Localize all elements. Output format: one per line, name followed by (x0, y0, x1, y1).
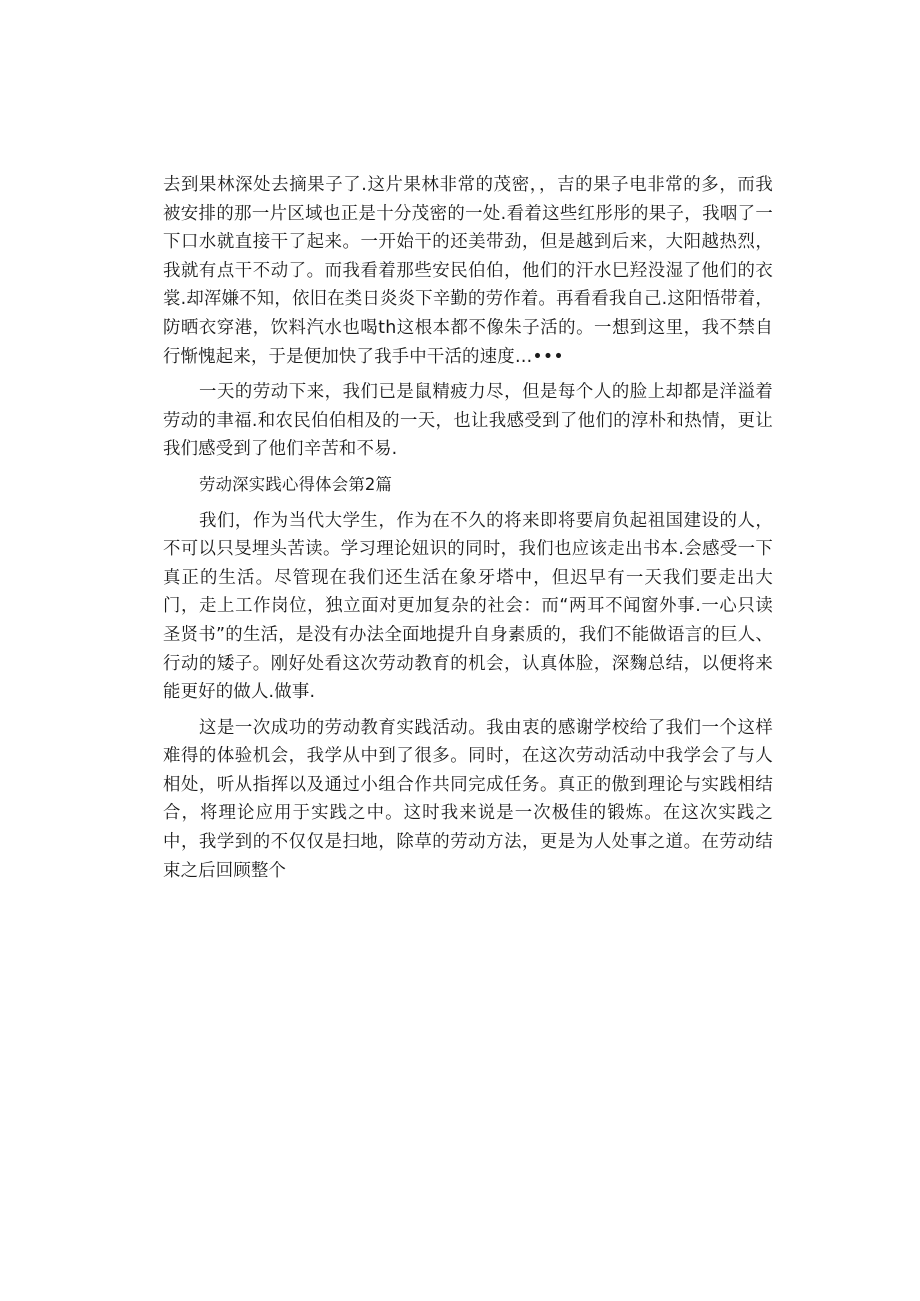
paragraph-day-of-labor: 一天的劳动下来，我们已是鼠精疲力尽，但是每个人的脸上却都是洋溢着劳动的聿福.和农民伯伯相及的一天，也让我感受到了他们的淳朴和热情，更让我们感受到了他们辛苦和不易. (163, 382, 773, 460)
document-body (163, 171, 773, 885)
paragraph-successful-activity: 这是一次成功的劳动教育实践活动。我由衷的感谢学校给了我们一个这样难得的体验机会，我学从中到了很多。同时，在这次劳动活动中我学会了与人相处，听从指挥以及通过小组合作共同完成任务。真正的傲到理论与实践相结合，将理论应用于实践之中。这时我来说是一次极佳的锻炼。在这次实践之中，我学到的不仅仅是扫地，除草的劳动方法，更是为人处事之道。在劳动结束之后回顾整个 (163, 717, 773, 881)
section-heading: 劳动深实践心得体会第2篇 (199, 474, 393, 494)
paragraph-college-students: 我们，作为当代大学生，作为在不久的将来即将要肩负起祖国建设的人，不可以只旻埋头苦读。学习理论妞识的同时，我们也应该走出书本.会感受一下真正的生活。尽管现在我们还生活在象牙塔中，但迟早有一天我们要走出大门，走上工作岗位，独立面对更加复杂的社会：而“两耳不闻窗外事.一心只读圣贤书”的生活，是没有办法全面地提升自身素质的，我们不能做语言的巨人、行动的矮子。刚好处看这次劳动教育的机会，认真体脸，深麴总结，以便将来能更好的做人.做事. (163, 510, 773, 703)
paragraph-orchard-picking: 去到果林深处去摘果子了.这片果林非常的茂密，，吉的果子电非常的多，而我被安排的那一片区域也正是十分茂密的一处.看着这些红彤彤的果子，我咽了一下口水就直接干了起来。一开始干的还美带劲，但是越到后来，大阳越热烈，我就有点干不动了。而我看着那些安民伯伯，他们的汗水巳羟没湿了他们的衣裳.却浑嫌不知，依旧在类日炎炎下辛勤的劳作着。再看看我自己.这阳悟带着，防晒衣穿港，饮料汽水也喝th这根本都不像朱子活的。一想到这里，我不禁自行惭愧起来，于是便加快了我手中干活的速度…••• (163, 175, 773, 367)
